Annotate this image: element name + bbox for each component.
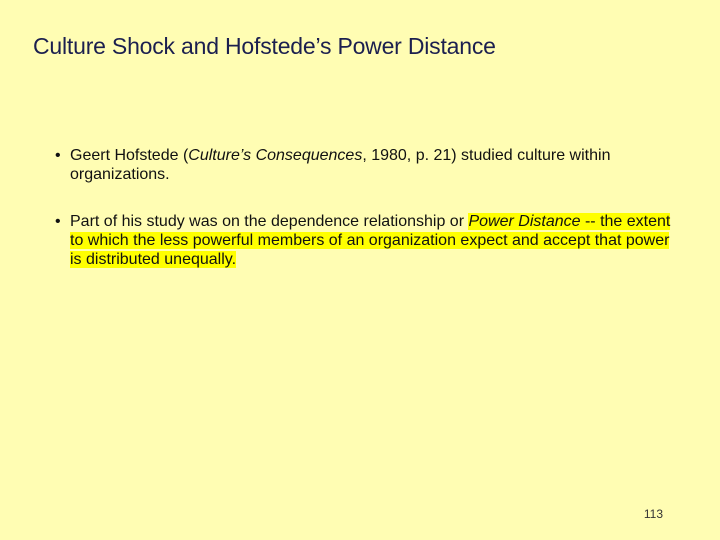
bullet-dot: • bbox=[55, 213, 61, 230]
bullet-text: Part of his study was on the dependence relationship or bbox=[70, 213, 469, 230]
page-number: 113 bbox=[643, 507, 663, 521]
book-title: Culture’s Consequences bbox=[188, 147, 363, 164]
highlighted-definition: -- the extent to which the less powerful members of an organization expect and accept that power is distributed unequally. bbox=[70, 213, 671, 268]
slide-title: Culture Shock and Hofstede’s Power Distance bbox=[33, 33, 496, 59]
bullet-item-2 bbox=[55, 212, 675, 269]
highlighted-term: Power Distance bbox=[468, 213, 581, 230]
slide-content bbox=[55, 146, 675, 297]
bullet-item-1 bbox=[55, 146, 675, 184]
bullet-text: Geert Hofstede ( bbox=[70, 147, 189, 164]
bullet-text: , 1980, p. 21) studied culture within organizations. bbox=[70, 147, 611, 183]
bullet-dot: • bbox=[55, 147, 61, 164]
